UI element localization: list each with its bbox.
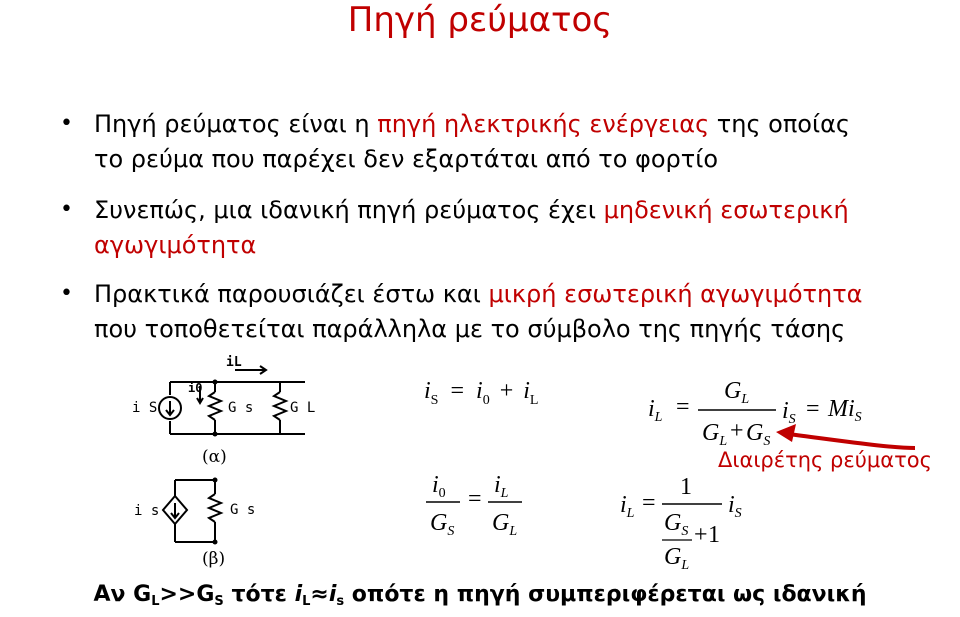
- var: i: [494, 472, 501, 498]
- bullet-dot: •: [60, 281, 73, 306]
- sub: L: [529, 392, 539, 408]
- text: Αν G: [93, 582, 152, 607]
- var: Mi: [828, 396, 855, 422]
- text: Πρακτικά παρουσιάζει έστω και: [94, 280, 489, 308]
- highlight-text: πηγή ηλεκτρικής ενέργειας: [377, 110, 710, 138]
- sub: L: [719, 434, 728, 449]
- sub: S: [788, 412, 796, 427]
- sub: 0: [438, 486, 446, 501]
- var: i: [523, 378, 530, 404]
- var: G: [664, 510, 682, 536]
- i0-label: i0: [188, 381, 203, 395]
- bullet-2-line-1: [94, 196, 934, 224]
- gs-label: G s: [228, 400, 254, 416]
- svg-text:GS: [664, 510, 688, 539]
- var: i: [476, 378, 483, 404]
- sub: S: [214, 594, 224, 609]
- var: G: [492, 510, 510, 536]
- sub: S: [447, 524, 455, 539]
- sub: L: [654, 410, 663, 425]
- circuit-alpha: [130, 352, 340, 470]
- svg-text:GL: [702, 420, 727, 449]
- op: =: [642, 490, 656, 516]
- num: 1: [708, 522, 720, 548]
- svg-text:i0: [432, 472, 446, 501]
- op: ≈: [310, 582, 329, 607]
- svg-text:iL: [620, 492, 635, 521]
- bullet-1-line-1: [94, 110, 934, 138]
- var: i: [294, 582, 303, 607]
- op: =: [806, 396, 820, 422]
- conclusion: [0, 582, 960, 609]
- sub: L: [741, 392, 750, 407]
- sub: s: [336, 594, 345, 609]
- svg-text:GL: [724, 378, 749, 407]
- op: =: [676, 394, 690, 420]
- text: οπότε η πηγή συμπεριφέρεται ως ιδανική: [344, 582, 867, 607]
- bullet-3-line-2: που τοποθετείται παράλληλα με το σύμβολο της πηγής τάσης: [94, 315, 846, 343]
- sub: S: [763, 434, 771, 449]
- gl-label: G L: [290, 400, 316, 416]
- op: +: [730, 418, 744, 444]
- circuit-beta: [130, 470, 300, 570]
- highlight-text: μηδενική εσωτερική: [603, 196, 849, 224]
- sub: L: [500, 486, 509, 501]
- op: +: [499, 378, 514, 404]
- var: G: [746, 420, 764, 446]
- op: =: [450, 378, 465, 404]
- var: i: [432, 472, 439, 498]
- svg-text:iL: [648, 396, 663, 425]
- var: i: [620, 492, 627, 518]
- equation-divider-alt: [618, 470, 778, 580]
- equation-ratio: [420, 462, 550, 542]
- src-label: i S: [132, 400, 158, 416]
- var: G: [664, 544, 682, 570]
- op: +: [694, 522, 708, 548]
- bullet-dot: •: [60, 111, 73, 136]
- sub: S: [681, 524, 689, 539]
- highlight-text: μικρή εσωτερική αγωγιμότητα: [488, 280, 863, 308]
- svg-text:GS: [430, 510, 454, 539]
- var: G: [430, 510, 448, 536]
- caption-alpha: (α): [202, 447, 227, 467]
- svg-text:iS: [728, 492, 742, 521]
- bullet-1-line-2: το ρεύμα που παρέχει δεν εξαρτάται από το φορτίο: [94, 145, 719, 173]
- svg-text:iL: [494, 472, 509, 501]
- sub: L: [509, 524, 518, 539]
- svg-text:GL: [664, 544, 689, 573]
- bullet-2-line-2: αγωγιμότητα: [94, 231, 257, 259]
- op: =: [468, 486, 482, 512]
- bullet-dot: •: [60, 197, 73, 222]
- num: 1: [680, 474, 692, 500]
- il-label: iL: [226, 355, 242, 370]
- var: i: [648, 396, 655, 422]
- svg-text:GL: [492, 510, 517, 539]
- sub: L: [302, 594, 311, 609]
- svg-text:GS: [746, 420, 770, 449]
- sub: S: [734, 506, 742, 521]
- text: Συνεπώς, μια ιδανική πηγή ρεύματος έχει: [94, 196, 604, 224]
- page-title: Πηγή ρεύματος: [347, 0, 613, 40]
- text: Πηγή ρεύματος είναι η: [94, 110, 378, 138]
- var: i: [728, 492, 735, 518]
- text: >>G: [159, 582, 215, 607]
- gs-label: G s: [230, 502, 256, 518]
- var: i: [328, 582, 337, 607]
- sub: 0: [482, 392, 490, 408]
- src-label: i s: [134, 503, 160, 519]
- sub: L: [681, 558, 690, 573]
- var: i: [782, 398, 789, 424]
- sub: S: [854, 410, 862, 425]
- caption-beta: (β): [202, 549, 226, 569]
- divider-label: Διαιρέτης ρεύματος: [718, 448, 932, 472]
- bullet-3-line-1: [94, 280, 934, 308]
- text: τότε: [223, 582, 295, 607]
- sub: S: [430, 392, 439, 408]
- var: G: [724, 378, 742, 404]
- text: της οποίας: [709, 110, 851, 138]
- equation-kcl: [424, 378, 538, 409]
- var: i: [424, 378, 431, 404]
- var: G: [702, 420, 720, 446]
- sub: L: [151, 594, 160, 609]
- sub: L: [626, 506, 635, 521]
